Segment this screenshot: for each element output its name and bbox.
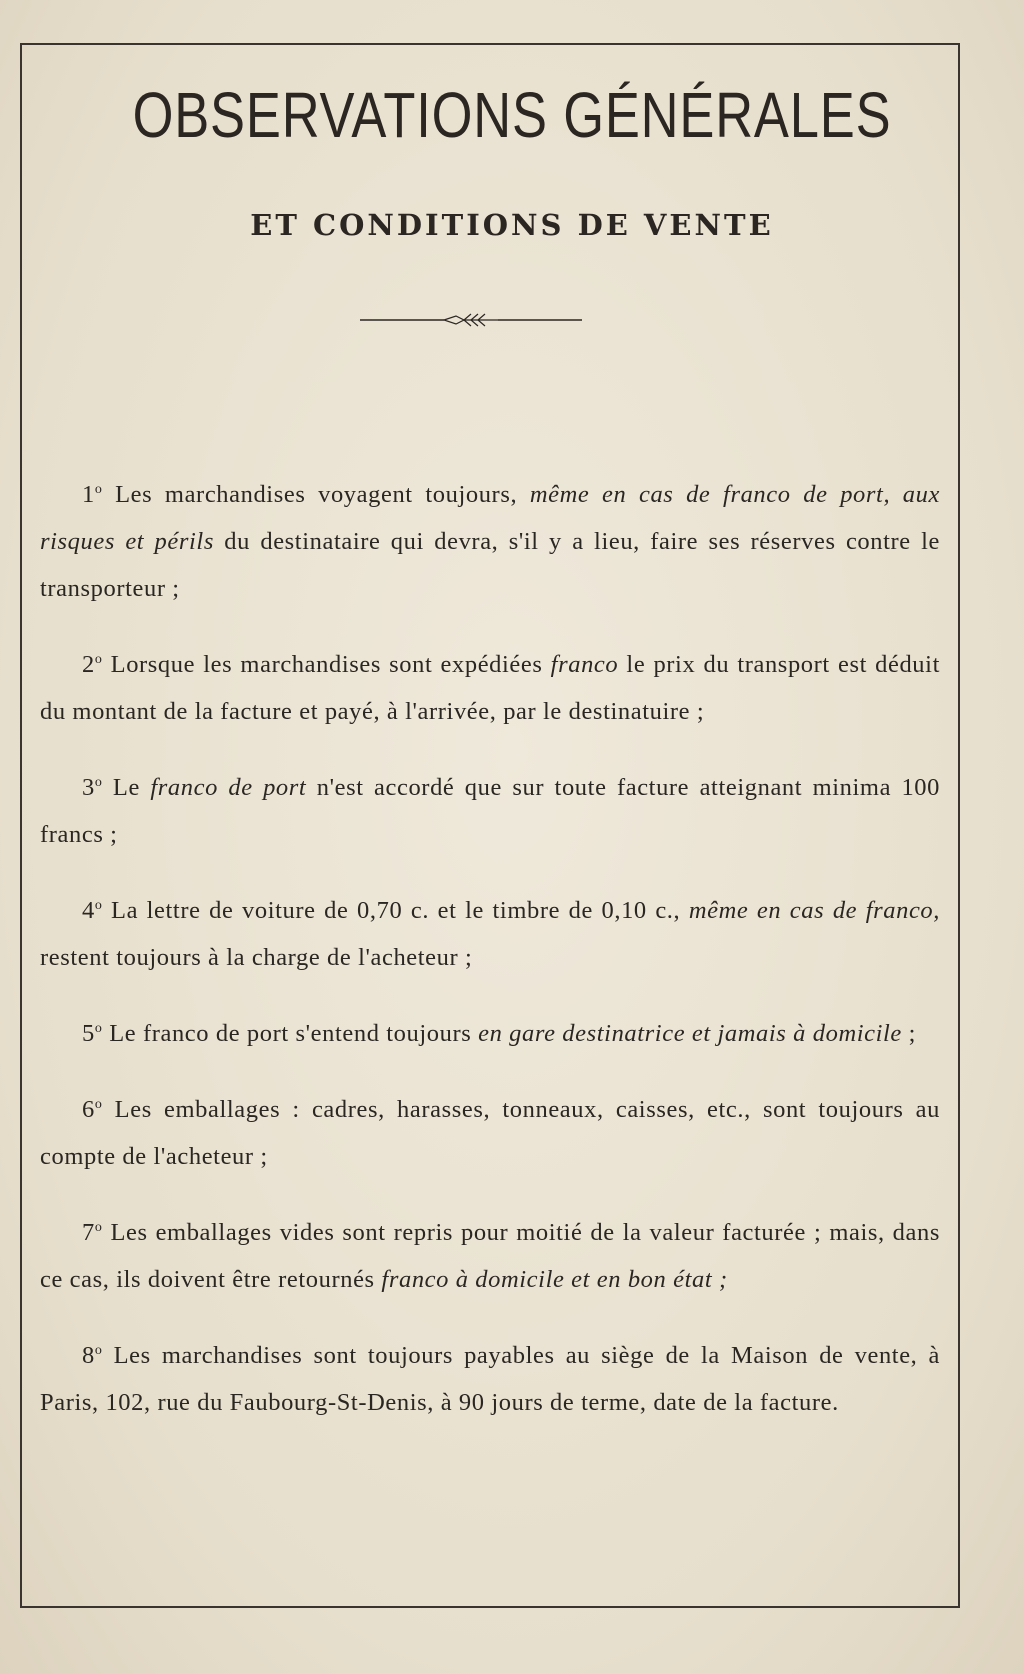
- clause-2: 2$^o$ Lorsque les marchandises sont expédiées franco le prix du transport est déduit du montant de la facture et payé, à l'arrivée, par le destinatuire ;: [40, 651, 940, 725]
- clause-4: 4$^o$ La lettre de voiture de 0,70 c. et le timbre de 0,10 c., même en cas de franco, restent toujours à la charge de l'acheteur ;: [40, 897, 940, 971]
- conditions-list: [40, 466, 940, 1450]
- clause-5: 5$^o$ Le franco de port s'entend toujours en gare destinatrice et jamais à domicile ;: [82, 1020, 917, 1047]
- page-title: OBSERVATIONS GÉNÉRALES: [132, 79, 892, 151]
- page-subtitle: ET CONDITIONS DE VENTE: [250, 208, 774, 242]
- clause-1: 1$^o$ Les marchandises voyagent toujours, même en cas de franco de port, aux risques et périls du destinataire qui devra, s'il y a lieu, faire ses réserves contre le transporteur ;: [40, 481, 940, 602]
- ornamental-rule-icon: [360, 310, 582, 330]
- clause-8: 8$^o$ Les marchandises sont toujours payables au siège de la Maison de vente, à Paris, 102, rue du Faubourg-St-Denis, à 90 jours de terme, date de la facture.: [40, 1342, 940, 1416]
- clause-7: 7$^o$ Les emballages vides sont repris pour moitié de la valeur facturée ; mais, dans ce cas, ils doivent être retournés franco à domicile et en bon état ;: [40, 1219, 940, 1293]
- clause-3: 3$^o$ Le franco de port n'est accordé que sur toute facture atteignant minima 100 francs ;: [40, 774, 941, 848]
- clause-6: 6$^o$ Les emballages : cadres, harasses, tonneaux, caisses, etc., sont toujours au compte de l'acheteur ;: [40, 1096, 940, 1170]
